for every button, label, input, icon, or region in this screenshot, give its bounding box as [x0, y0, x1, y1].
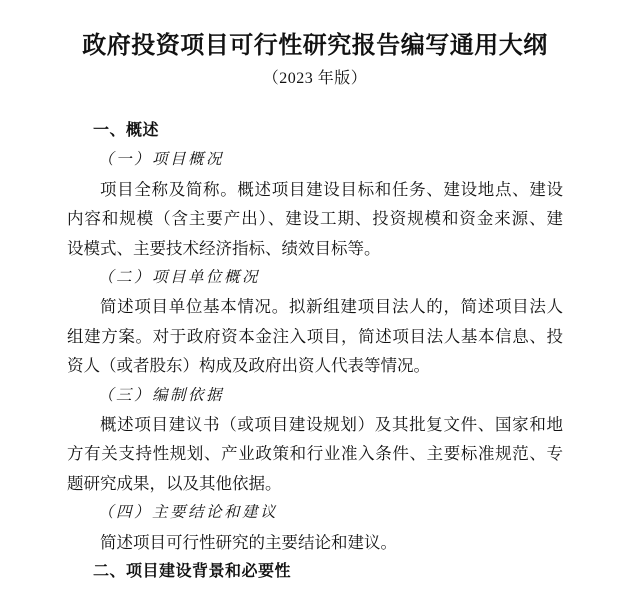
document-title: 政府投资项目可行性研究报告编写通用大纲	[82, 33, 548, 59]
document-subtitle: （2023 年版）	[262, 70, 368, 87]
section-heading: 二、项目建设背景和必要性	[93, 563, 292, 581]
paragraph-line: 设模式、主要技术经济指标、绩效目标等。	[67, 238, 381, 258]
subsection-heading: （二）项目单位概况	[98, 269, 261, 287]
paragraph-line: 方有关支持性规划、产业政策和行业准入条件、主要标准规范、专	[67, 444, 563, 464]
document-content	[67, 116, 563, 587]
paragraph-line: 组建方案。对于政府资本金注入项目，简述项目法人基本信息、投	[67, 326, 563, 346]
paragraph-line: 概述项目建议书（或项目建设规划）及其批复文件、国家和地	[100, 415, 563, 435]
section-heading: 一、概述	[93, 122, 160, 139]
paragraph-line: 内容和规模（含主要产出）、建设工期、投资规模和资金来源、建	[67, 209, 563, 229]
paragraph-line: 资人（或者股东）构成及政府出资人代表等情况。	[67, 356, 430, 376]
paragraph-line: 简述项目单位基本情况。拟新组建项目法人的，简述项目法人	[100, 297, 563, 317]
subsection-heading: （一）项目概况	[98, 151, 225, 169]
paragraph-line: 题研究成果，以及其他依据。	[67, 473, 282, 493]
subsection-heading: （三）编制依据	[98, 386, 225, 404]
paragraph-line: 简述项目可行性研究的主要结论和建议。	[100, 532, 397, 552]
subsection-heading: （四）主要结论和建议	[98, 504, 279, 522]
paragraph-line: 项目全称及简称。概述项目建设目标和任务、建设地点、建设	[100, 179, 563, 199]
